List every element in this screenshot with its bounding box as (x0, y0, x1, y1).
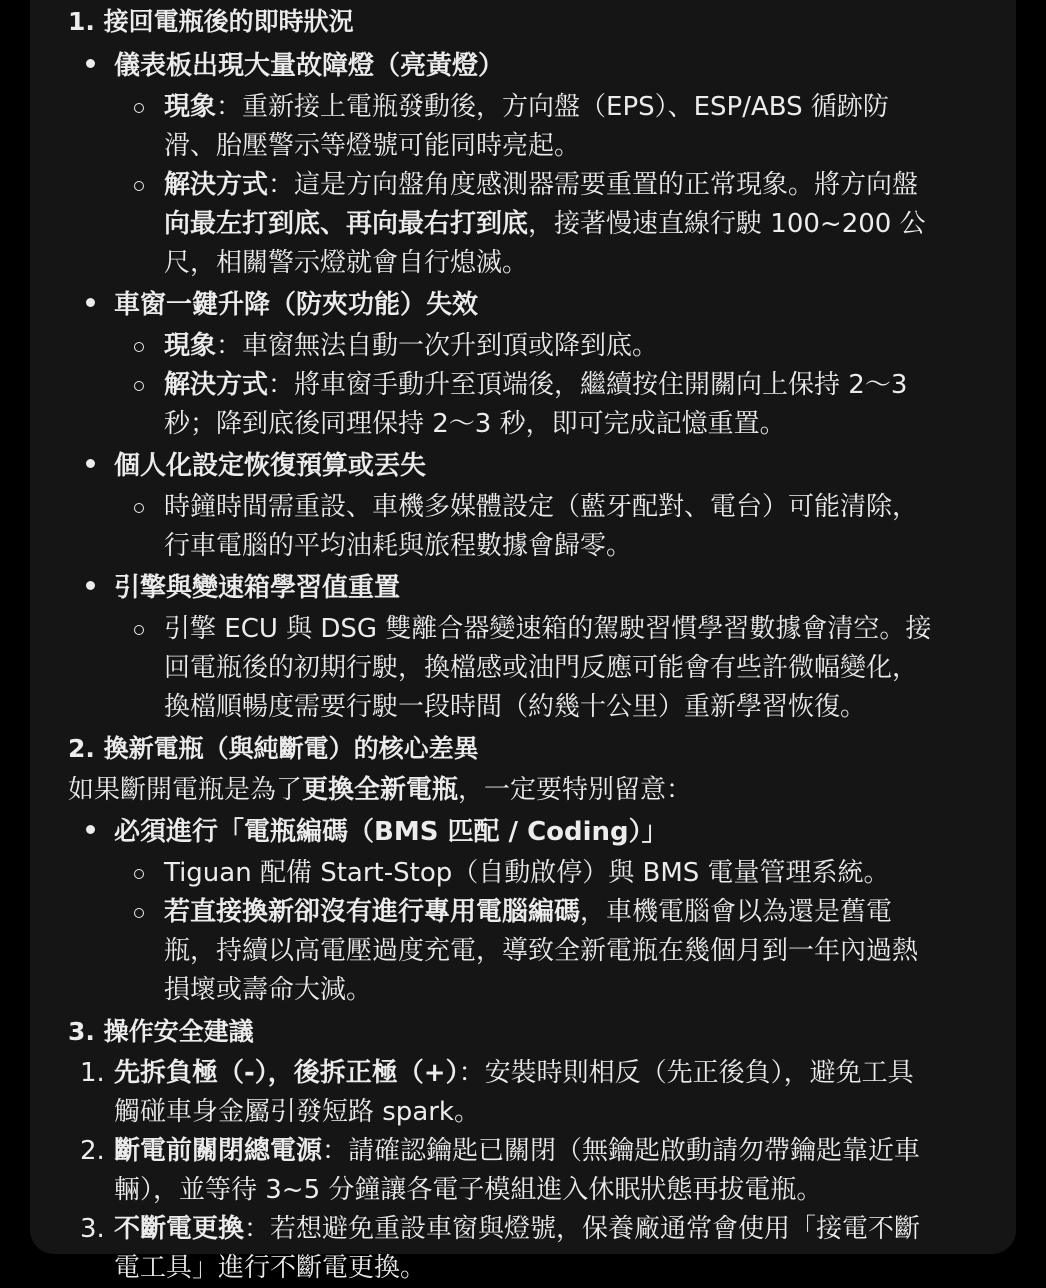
subitem-warning (68, 893, 998, 932)
document-body (68, 0, 998, 1288)
bullet-ring (134, 503, 144, 513)
text-continuation: 電工具」進行不斷電更換。 (114, 1253, 427, 1283)
subitem-symptom (68, 327, 998, 366)
text: ，一定要特別留意： (458, 775, 693, 805)
bullet-dot (86, 825, 95, 834)
bullet-heading: 車窗一鍵升降（防夾功能）失效 (114, 290, 479, 320)
bullet-dot (86, 459, 95, 468)
text: 如果斷開電瓶是為了 (68, 775, 303, 805)
bullet-ring (134, 908, 144, 918)
subitem-solution (68, 366, 998, 405)
subitem-detail (68, 610, 998, 649)
text-continuation: 換檔順暢度需要行駛一段時間（約幾十公里）重新學習恢復。 (164, 692, 867, 722)
numbered-item-3 (68, 1210, 998, 1249)
bullet-ring (134, 381, 144, 391)
text: 引擎 ECU 與 DSG 雙離合器變速箱的駕駛習慣學習數據會清空。接 (164, 614, 932, 644)
bullet-dashboard-lights (68, 44, 998, 88)
text: 時鐘時間需重設、車機多媒體設定（藍牙配對、電台）可能清除， (164, 492, 919, 522)
bullet-dot (86, 59, 95, 68)
section-title-1: 1. 接回電瓶後的即時狀況 (68, 7, 354, 36)
text-continuation: 輛），並等待 3~5 分鐘讓各電子模組進入休眠狀態再拔電瓶。 (114, 1175, 823, 1205)
bullet-heading: 引擎與變速箱學習值重置 (114, 573, 401, 603)
text-continuation: 損壞或壽命大減。 (164, 975, 373, 1005)
bullet-ring (134, 625, 144, 635)
label-bold: 現象 (164, 92, 217, 122)
bullet-personal-settings (68, 444, 998, 488)
bullet-engine-learning (68, 566, 998, 610)
numbered-item-2 (68, 1132, 998, 1171)
bullet-heading: 個人化設定恢復預算或丟失 (114, 451, 427, 481)
label-bold: 斷電前關閉總電源 (114, 1136, 323, 1166)
bullet-ring (134, 869, 144, 879)
bullet-battery-coding (68, 810, 998, 854)
text-bold: 若直接換新卻沒有進行專用電腦編碼 (164, 897, 581, 927)
label-bold: 解決方式 (164, 370, 269, 400)
subitem-detail (68, 488, 998, 527)
label-bold: 不斷電更換 (114, 1214, 245, 1244)
bullet-heading: 必須進行「電瓶編碼（BMS 匹配 / Coding）」 (114, 817, 668, 847)
text: ：若想避免重設車窗與燈號，保養廠通常會使用「接電不斷 (244, 1214, 921, 1244)
text: ，車機電腦會以為還是舊電 (580, 897, 893, 927)
text-bold: 更換全新電瓶 (302, 775, 459, 805)
text-continuation: 觸碰車身金屬引發短路 spark。 (114, 1097, 480, 1127)
text-continuation: 行車電腦的平均油耗與旅程數據會歸零。 (164, 531, 633, 561)
text: ，接著慢速直線行駛 100~200 公 (528, 209, 926, 239)
bullet-ring (134, 342, 144, 352)
text: Tiguan 配備 Start-Stop（自動啟停）與 BMS 電量管理系統。 (164, 858, 890, 888)
item-number: 1. (80, 1058, 105, 1088)
text-continuation: 瓶，持續以高電壓過度充電，導致全新電瓶在幾個月到一年內過熱 (164, 936, 919, 966)
text-bold: 向最左打到底、再向最右打到底 (164, 209, 529, 239)
section-intro (68, 771, 998, 810)
bullet-heading: 儀表板出現大量故障燈（亮黃燈） (114, 51, 505, 81)
subitem-solution (68, 166, 998, 205)
bullet-dot (86, 298, 95, 307)
label-bold: 現象 (164, 331, 217, 361)
text: ：這是方向盤角度感測器需要重置的正常現象。將方向盤 (268, 170, 919, 200)
text: ：重新接上電瓶發動後，方向盤（EPS）、ESP/ABS 循跡防 (216, 92, 889, 122)
item-number: 3. (80, 1214, 105, 1244)
label-bold: 先拆負極（-），後拆正極（+） (114, 1058, 459, 1088)
bullet-window-auto (68, 283, 998, 327)
text-continuation: 滑、胎壓警示等燈號可能同時亮起。 (164, 131, 581, 161)
text-continuation: 尺，相關警示燈就會自行熄滅。 (164, 248, 529, 278)
item-number: 2. (80, 1136, 105, 1166)
section-title-2: 2. 換新電瓶（與純斷電）的核心差異 (68, 734, 479, 763)
numbered-item-1 (68, 1054, 998, 1093)
text: ：將車窗手動升至頂端後，繼續按住開關向上保持 2～3 (268, 370, 908, 400)
text: ：請確認鑰匙已關閉（無鑰匙啟動請勿帶鑰匙靠近車 (322, 1136, 921, 1166)
label-bold: 解決方式 (164, 170, 269, 200)
text: ：安裝時則相反（先正後負），避免工具 (458, 1058, 914, 1088)
text: ：車窗無法自動一次升到頂或降到底。 (216, 331, 659, 361)
text-continuation: 秒；降到底後同理保持 2～3 秒，即可完成記憶重置。 (164, 409, 786, 439)
subitem-detail (68, 854, 998, 893)
text-continuation (68, 205, 998, 244)
subitem-symptom (68, 88, 998, 127)
text-continuation: 回電瓶後的初期行駛，換檔感或油門反應可能會有些許微幅變化， (164, 653, 919, 683)
section-title-3: 3. 操作安全建議 (68, 1017, 254, 1046)
bullet-ring (134, 181, 144, 191)
bullet-ring (134, 103, 144, 113)
bullet-dot (86, 581, 95, 590)
